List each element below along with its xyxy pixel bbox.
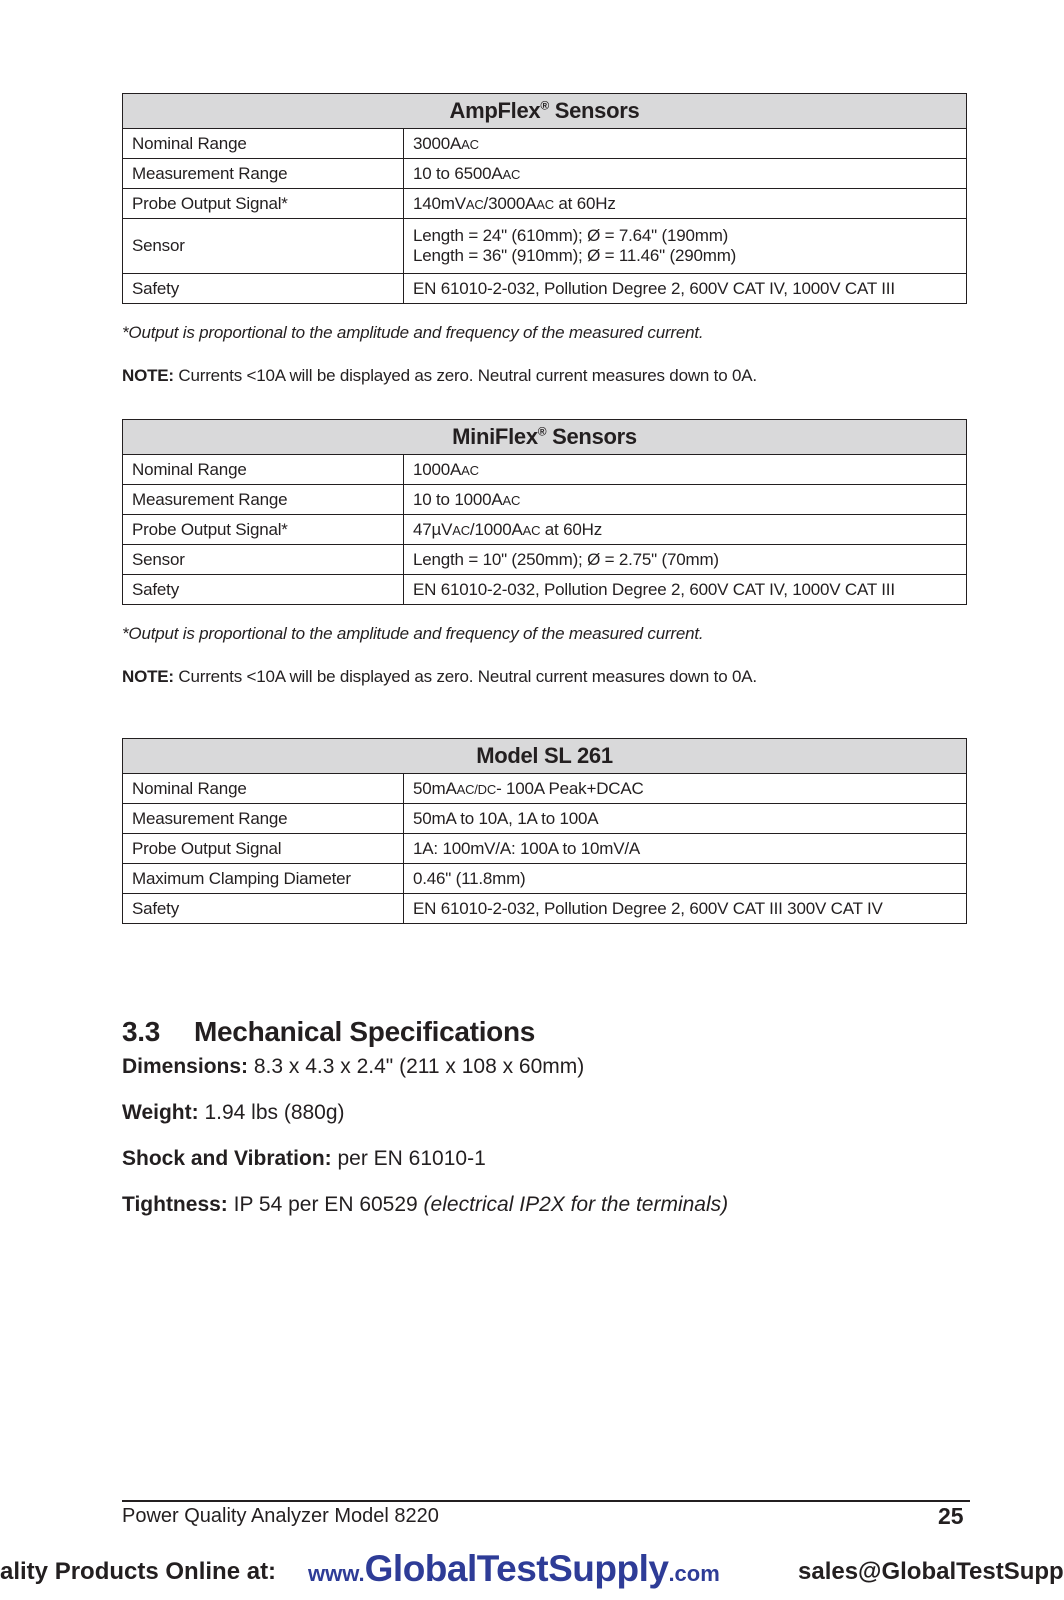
table-row (123, 864, 967, 894)
section-heading (122, 1016, 535, 1048)
row-value: EN 61010-2-032, Pollution Degree 2, 600V CAT IV, 1000V CAT III (404, 274, 967, 304)
section-number: 3.3 (122, 1016, 161, 1047)
spec-dimensions: Dimensions: 8.3 x 4.3 x 2.4" (211 x 108 x 60mm) (122, 1055, 585, 1078)
row-value: 47µVAC/1000AAC at 60Hz (404, 515, 967, 545)
row-label: Measurement Range (123, 159, 404, 189)
banner-left-text: ality Products Online at: (0, 1558, 277, 1585)
miniflex-footnote: *Output is proportional to the amplitude and frequency of the measured current. (122, 624, 704, 643)
row-label: Maximum Clamping Diameter (123, 864, 404, 894)
ampflex-table (122, 93, 967, 304)
footer-rule (122, 1500, 970, 1502)
table-row (123, 894, 967, 924)
row-label: Probe Output Signal* (123, 189, 404, 219)
row-value: EN 61010-2-032, Pollution Degree 2, 600V CAT IV, 1000V CAT III (404, 575, 967, 605)
table-row (123, 515, 967, 545)
spec-weight: Weight: 1.94 lbs (880g) (122, 1101, 345, 1124)
table-row (123, 545, 967, 575)
table-row (123, 129, 967, 159)
banner-website-link[interactable]: www.GlobalTestSupply.com (308, 1548, 720, 1589)
row-label: Nominal Range (123, 455, 404, 485)
row-label: Safety (123, 575, 404, 605)
promo-banner (0, 1548, 1064, 1592)
row-value: 140mVAC/3000AAC at 60Hz (404, 189, 967, 219)
row-label: Probe Output Signal (123, 834, 404, 864)
row-value: 50mAAC/DC- 100A Peak+DCAC (404, 774, 967, 804)
row-label: Sensor (123, 219, 404, 274)
row-value: Length = 24" (610mm); Ø = 7.64" (190mm) Length = 36" (910mm); Ø = 11.46" (290mm) (404, 219, 967, 274)
row-label: Nominal Range (123, 129, 404, 159)
spec-shock: Shock and Vibration: per EN 61010-1 (122, 1147, 486, 1170)
table-row (123, 189, 967, 219)
row-label: Measurement Range (123, 804, 404, 834)
row-label: Nominal Range (123, 774, 404, 804)
page-number: 25 (938, 1503, 964, 1529)
row-label: Measurement Range (123, 485, 404, 515)
table-row (123, 485, 967, 515)
ampflex-footnote: *Output is proportional to the amplitude and frequency of the measured current. (122, 323, 704, 342)
ampflex-note: NOTE: Currents <10A will be displayed as zero. Neutral current measures down to 0A. (122, 366, 757, 385)
section-title: Mechanical Specifications (194, 1016, 536, 1047)
row-value: 10 to 6500AAC (404, 159, 967, 189)
row-label: Sensor (123, 545, 404, 575)
table-row (123, 219, 967, 274)
row-label: Safety (123, 274, 404, 304)
row-value: 0.46" (11.8mm) (404, 864, 967, 894)
miniflex-table (122, 419, 967, 605)
row-value: 10 to 1000AAC (404, 485, 967, 515)
row-label: Safety (123, 894, 404, 924)
table-row (123, 575, 967, 605)
row-value: 50mA to 10A, 1A to 100A (404, 804, 967, 834)
sl261-table-title: Model SL 261 (123, 739, 967, 774)
miniflex-table-title: MiniFlex® Sensors (123, 420, 967, 455)
row-value: 1A: 100mV/A: 100A to 10mV/A (404, 834, 967, 864)
miniflex-note: NOTE: Currents <10A will be displayed as zero. Neutral current measures down to 0A. (122, 667, 757, 686)
spec-tightness: Tightness: IP 54 per EN 60529 (electrical IP2X for the terminals) (122, 1193, 729, 1216)
table-row (123, 159, 967, 189)
banner-email-link[interactable]: sales@GlobalTestSupp (798, 1558, 1064, 1585)
table-row (123, 274, 967, 304)
table-row (123, 834, 967, 864)
sl261-table (122, 738, 967, 924)
ampflex-table-title: AmpFlex® Sensors (123, 94, 967, 129)
table-row (123, 804, 967, 834)
row-label: Probe Output Signal* (123, 515, 404, 545)
row-value: 3000AAC (404, 129, 967, 159)
footer-title: Power Quality Analyzer Model 8220 (122, 1505, 439, 1527)
table-row (123, 774, 967, 804)
row-value: 1000AAC (404, 455, 967, 485)
table-row (123, 455, 967, 485)
row-value: EN 61010-2-032, Pollution Degree 2, 600V CAT III 300V CAT IV (404, 894, 967, 924)
row-value: Length = 10" (250mm); Ø = 2.75" (70mm) (404, 545, 967, 575)
